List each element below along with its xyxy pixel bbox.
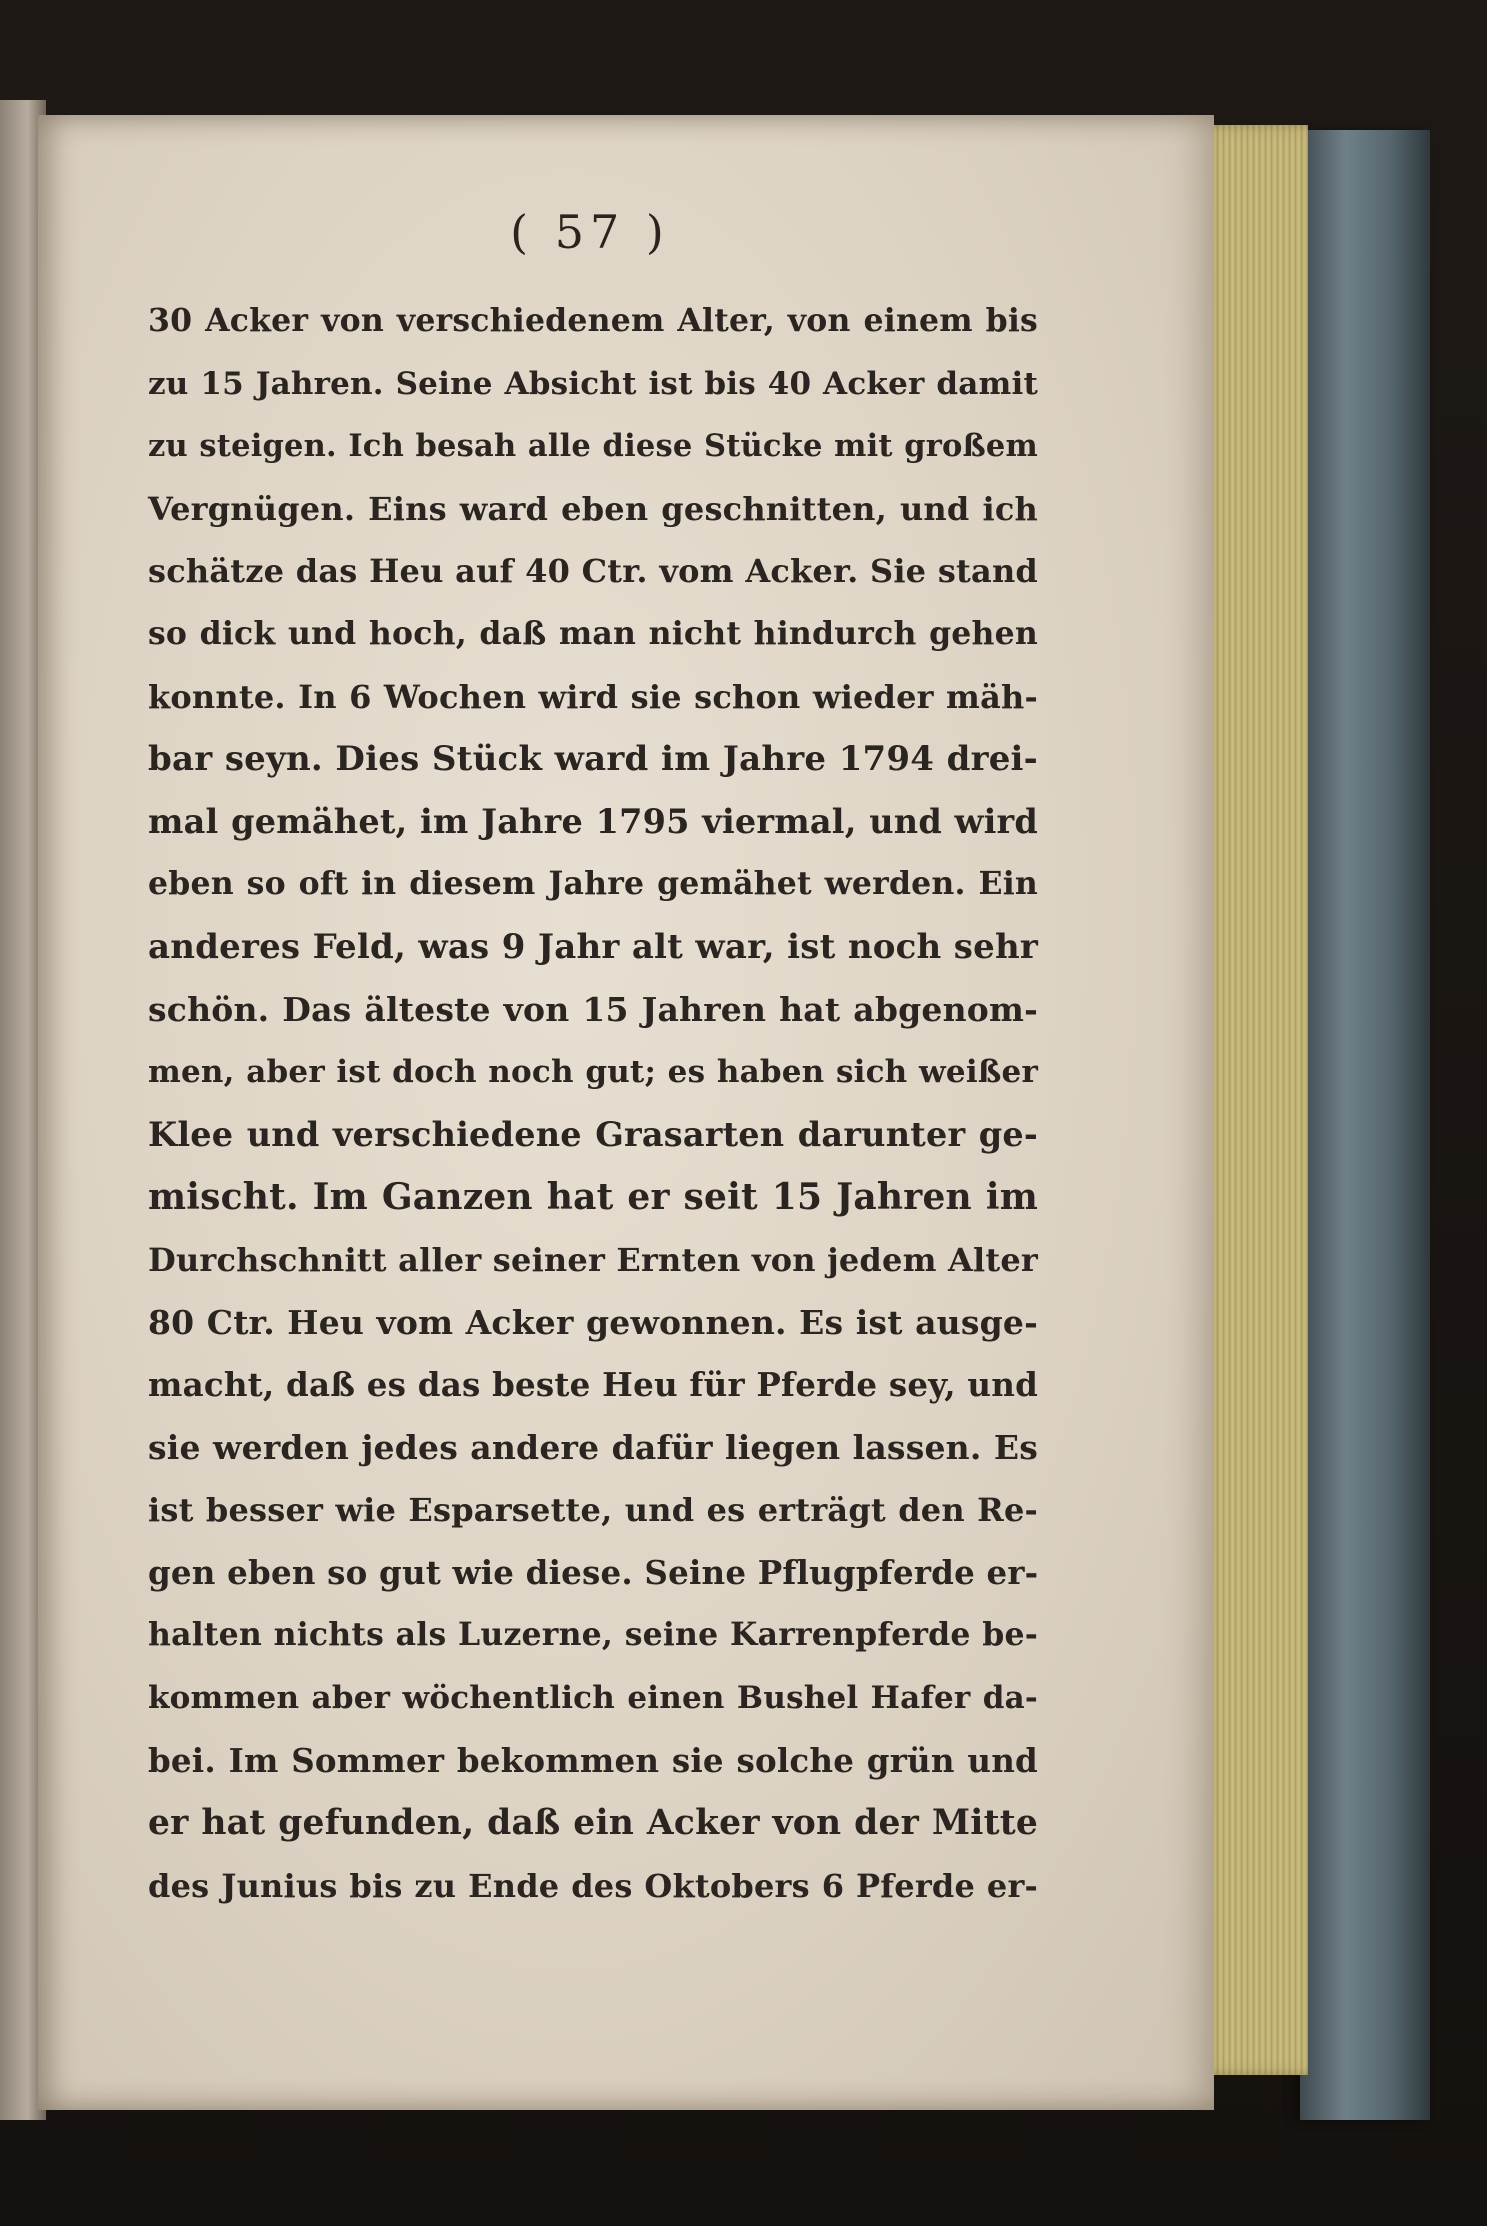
text-line: sie werden jedes andere dafür liegen lassen. Es xyxy=(148,1427,1038,1467)
text-line: men, aber ist doch noch gut; es haben sich weißer xyxy=(148,1054,1038,1091)
text-line: mal gemähet, im Jahre 1795 viermal, und wird xyxy=(148,801,1038,841)
text-line: des Junius bis zu Ende des Oktobers 6 Pferde er- xyxy=(148,1866,1038,1905)
text-line: anderes Feld, was 9 Jahr alt war, ist noch sehr xyxy=(148,926,1038,967)
text-line: bar seyn. Dies Stück ward im Jahre 1794 drei- xyxy=(148,739,1038,780)
body-text xyxy=(148,290,1038,1917)
text-line: Klee und verschiedene Grasarten darunter ge- xyxy=(148,1114,1038,1154)
text-line: zu 15 Jahren. Seine Absicht ist bis 40 Acker damit xyxy=(148,365,1038,402)
text-line: mischt. Im Ganzen hat er seit 15 Jahren im xyxy=(148,1176,1038,1219)
text-line: kommen aber wöchentlich einen Bushel Hafer da- xyxy=(148,1680,1038,1717)
text-line: halten nichts als Luzerne, seine Karrenpferde be- xyxy=(148,1616,1038,1654)
text-line: konnte. In 6 Wochen wird sie schon wieder mäh- xyxy=(148,677,1038,716)
text-line: Vergnügen. Eins ward eben geschnitten, und ich xyxy=(148,489,1038,528)
text-line: gen eben so gut wie diese. Seine Pflugpferde er- xyxy=(148,1552,1039,1592)
text-line: macht, daß es das beste Heu für Pferde sey, und xyxy=(148,1365,1038,1405)
text-line: schön. Das älteste von 15 Jahren hat abgenom- xyxy=(148,989,1038,1029)
text-line: 80 Ctr. Heu vom Acker gewonnen. Es ist ausge- xyxy=(148,1302,1038,1342)
text-line: eben so oft in diesem Jahre gemähet werden. Ein xyxy=(148,865,1038,903)
text-line: ist besser wie Esparsette, und es erträgt den Re- xyxy=(148,1491,1038,1530)
text-line: so dick und hoch, daß man nicht hindurch gehen xyxy=(148,614,1038,652)
text-line: er hat gefunden, daß ein Acker von der Mitte xyxy=(148,1803,1038,1844)
page-block-edge xyxy=(1200,125,1308,2075)
text-line: zu steigen. Ich besah alle diese Stücke mit großem xyxy=(148,428,1038,465)
text-line: Durchschnitt aller seiner Ernten von jedem Alter xyxy=(148,1240,1038,1279)
book-cover-board xyxy=(1300,130,1430,2120)
text-line: schätze das Heu auf 40 Ctr. vom Acker. Sie stand xyxy=(148,552,1038,591)
text-line: bei. Im Sommer bekommen sie solche grün und xyxy=(148,1740,1038,1780)
text-line: 30 Acker von verschiedenem Alter, von einem bis xyxy=(148,302,1038,339)
page-number: ( 57 ) xyxy=(510,205,670,259)
